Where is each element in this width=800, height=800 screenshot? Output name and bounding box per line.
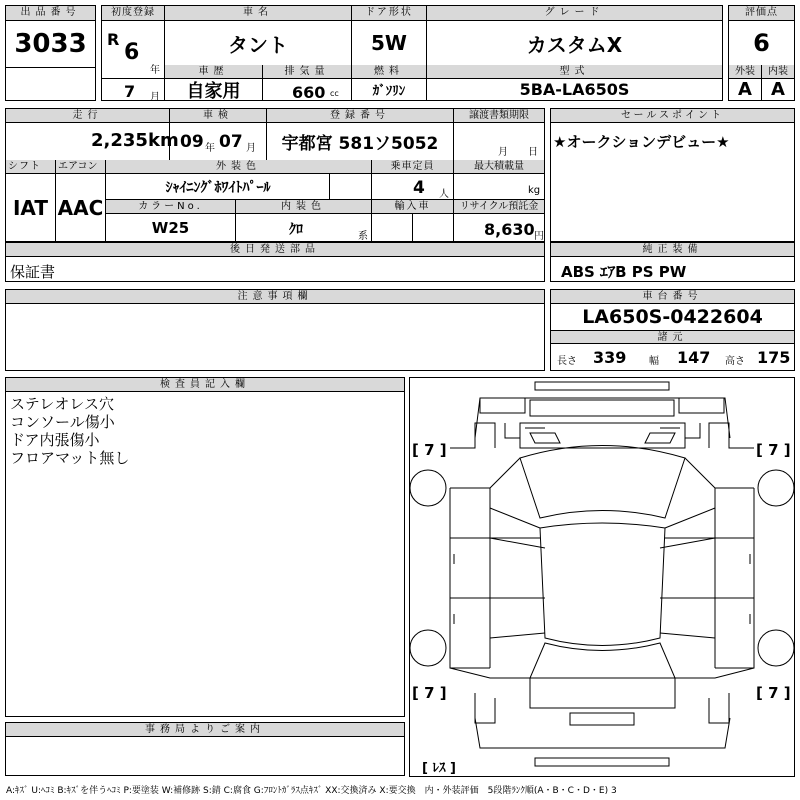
height-label: 高さ (725, 356, 745, 367)
capacity-label: 乗車定員 (372, 160, 454, 174)
registration-value: 宇都宮 581ソ5052 (267, 123, 454, 160)
grade-label: グレード (427, 6, 722, 21)
inspection-year: 09 (180, 132, 204, 152)
diagram-mark-bottom-left: [ 7 ] (412, 684, 447, 702)
genuine-value: ABS ｴｱB PS PW (561, 263, 687, 281)
displacement-label: 排気量 (263, 65, 352, 79)
transfer-day-unit: 日 (528, 147, 538, 158)
length-label: 長さ (557, 356, 577, 367)
transfer-month-unit: 月 (498, 147, 508, 158)
fuel-value: ｶﾞｿﾘﾝ (352, 79, 427, 100)
genuine-label: 純正装備 (551, 243, 794, 257)
shift-value: IAT (6, 174, 56, 241)
lot-number: 3033 (14, 29, 87, 59)
inspector-line: コンソール傷小 (10, 413, 115, 431)
displacement-value: 660 (292, 83, 326, 102)
inspector-line: ドア内張傷小 (10, 431, 100, 449)
right-side (715, 488, 754, 668)
inspection-label: 車検 (170, 109, 267, 123)
int-label: 内装 (762, 65, 794, 79)
recycle-value: 8,630 (484, 220, 535, 239)
rear-left-wheel (410, 630, 446, 666)
grade-value: カスタムX (526, 32, 623, 57)
score-value: 6 (753, 29, 770, 57)
rear-bumper (535, 758, 669, 766)
legend-text: A:ｷｽﾞ U:ﾍｺﾐ B:ｷｽﾞを伴うﾍｺﾐ P:要塗装 W:補修跡 S:錆 C:腐食 G:ﾌﾛﾝﾄｶﾞﾗｽ点ｷｽﾞ XX:交換済み X:要交換 内・外装評価 5段階ﾗﾝｸ順(A・B・C・D・E) 3 (6, 786, 617, 796)
rear-plate (570, 713, 634, 725)
transfer-label: 譲渡書類期限 (454, 109, 544, 123)
inspector-line: フロアマット無し (10, 449, 130, 467)
color-no-value: W25 (106, 214, 236, 241)
header-box (101, 5, 723, 101)
rear-outline (475, 718, 730, 748)
ext-label: 外装 (729, 65, 762, 79)
detail-box (5, 108, 545, 242)
first-reg-label: 初度登録 (102, 6, 165, 21)
color-no-label: カラーNo. (106, 200, 236, 214)
chassis-value: LA650S-0422604 (582, 306, 763, 328)
inspection-year-unit: 年 (205, 143, 215, 154)
divider (106, 174, 330, 200)
chassis-label: 車台番号 (551, 290, 794, 304)
diagram-mark-bottom-right: [ 7 ] (756, 684, 791, 702)
car-diagram-box (409, 377, 795, 777)
notes-box (5, 289, 545, 371)
inspection-month-unit: 月 (246, 143, 256, 154)
inspector-line: ステレオレス穴 (10, 395, 114, 413)
height-value: 175 (757, 348, 791, 367)
office-box (5, 722, 405, 776)
exterior-color-label: 外装色 (106, 160, 372, 174)
ac-label: エアコン (56, 160, 106, 174)
import-label: 輸入車 (372, 200, 454, 214)
later-parts-box (5, 242, 545, 282)
divider (454, 174, 544, 200)
sales-point-label: セールスポイント (551, 109, 794, 123)
front-outline (475, 398, 730, 438)
rear-right-wheel (758, 630, 794, 666)
interior-color-value: ｸﾛ (289, 222, 303, 238)
front-bumper (535, 382, 669, 390)
recycle-label: リサイクル預託金 (454, 200, 544, 214)
divider (102, 21, 165, 100)
divider (102, 78, 165, 79)
specs-label: 諸元 (551, 330, 794, 344)
max-load-label: 最大積載量 (454, 160, 544, 174)
door-label: ドア形状 (352, 6, 427, 21)
later-parts-value: 保証書 (10, 263, 56, 281)
car-diagram (410, 378, 794, 776)
divider (372, 174, 454, 200)
history-label: 車歴 (165, 65, 263, 79)
mileage-label: 走行 (6, 109, 170, 123)
roof (540, 523, 665, 646)
divider (330, 174, 372, 200)
diagram-mark-top-right: [ 7 ] (756, 441, 791, 459)
sales-point-box (550, 108, 795, 242)
divider (372, 214, 413, 241)
left-a-pillar (490, 458, 540, 538)
displacement-unit: cc (330, 89, 339, 98)
divider (236, 214, 372, 241)
first-reg-year: 6 (124, 40, 140, 65)
first-reg-month: 7 (124, 82, 136, 101)
recycle-unit: 円 (534, 231, 544, 242)
first-reg-era: R (107, 30, 120, 49)
rear-window (530, 643, 675, 678)
history-value: 自家用 (165, 79, 263, 100)
width-value: 147 (677, 348, 711, 367)
divider (170, 123, 267, 160)
lot-label: 出品番号 (6, 6, 95, 21)
ac-value: AAC (56, 174, 106, 241)
lot-box (5, 5, 96, 101)
first-reg-year-unit: 年 (150, 65, 160, 76)
hatch (530, 678, 675, 708)
genuine-box (550, 242, 795, 282)
later-parts-label: 後日発送部品 (6, 243, 544, 257)
chassis-box (550, 289, 795, 371)
windshield (520, 446, 685, 519)
model-label: 型式 (427, 65, 722, 79)
ext-value: A (729, 79, 762, 100)
capacity-value: 4 (413, 178, 425, 198)
interior-color-unit: 系 (358, 231, 368, 242)
interior-color-label: 内装色 (236, 200, 372, 214)
divider (6, 67, 95, 68)
notes-label: 注意事項欄 (6, 290, 544, 304)
exterior-color-value: ｼｬｲﾆﾝｸﾞﾎﾜｲﾄﾊﾟｰﾙ (165, 180, 271, 196)
divider (413, 214, 454, 241)
diagram-mark-top-left: [ 7 ] (412, 441, 447, 459)
model-value: 5BA-LA650S (519, 80, 630, 99)
sales-point-value: ★オークションデビュー★ (553, 133, 730, 151)
inspector-box (5, 377, 405, 717)
hood (520, 423, 685, 448)
score-label: 評価点 (729, 6, 794, 21)
divider (6, 123, 170, 160)
car-name-value: タント (165, 21, 352, 65)
front-left-fender (450, 423, 495, 448)
front-grille (530, 400, 674, 416)
shift-label: シフト (6, 160, 56, 174)
door-value: 5W (352, 21, 427, 65)
length-value: 339 (593, 348, 627, 367)
mileage-value: 2,235 (91, 130, 148, 151)
right-a-pillar (665, 458, 715, 538)
int-value: A (771, 79, 785, 100)
front-right-fender (709, 423, 754, 448)
car-name-label: 車名 (165, 6, 352, 21)
inspector-label: 検査員記入欄 (6, 378, 404, 392)
registration-label: 登録番号 (267, 109, 454, 123)
front-right-wheel (758, 470, 794, 506)
capacity-unit: 人 (439, 189, 449, 200)
fuel-label: 燃料 (352, 65, 427, 79)
diagram-mark-bottom: [ ﾚｽ ] (422, 761, 456, 776)
score-box (728, 5, 795, 101)
office-label: 事務局よりご案内 (6, 723, 404, 737)
width-label: 幅 (649, 356, 659, 367)
mileage-unit: km (148, 130, 179, 151)
front-left-wheel (410, 470, 446, 506)
first-reg-month-unit: 月 (150, 92, 160, 103)
inspection-month: 07 (219, 132, 243, 152)
max-load-unit: kg (528, 185, 541, 196)
left-side (450, 488, 490, 668)
divider (263, 79, 352, 100)
